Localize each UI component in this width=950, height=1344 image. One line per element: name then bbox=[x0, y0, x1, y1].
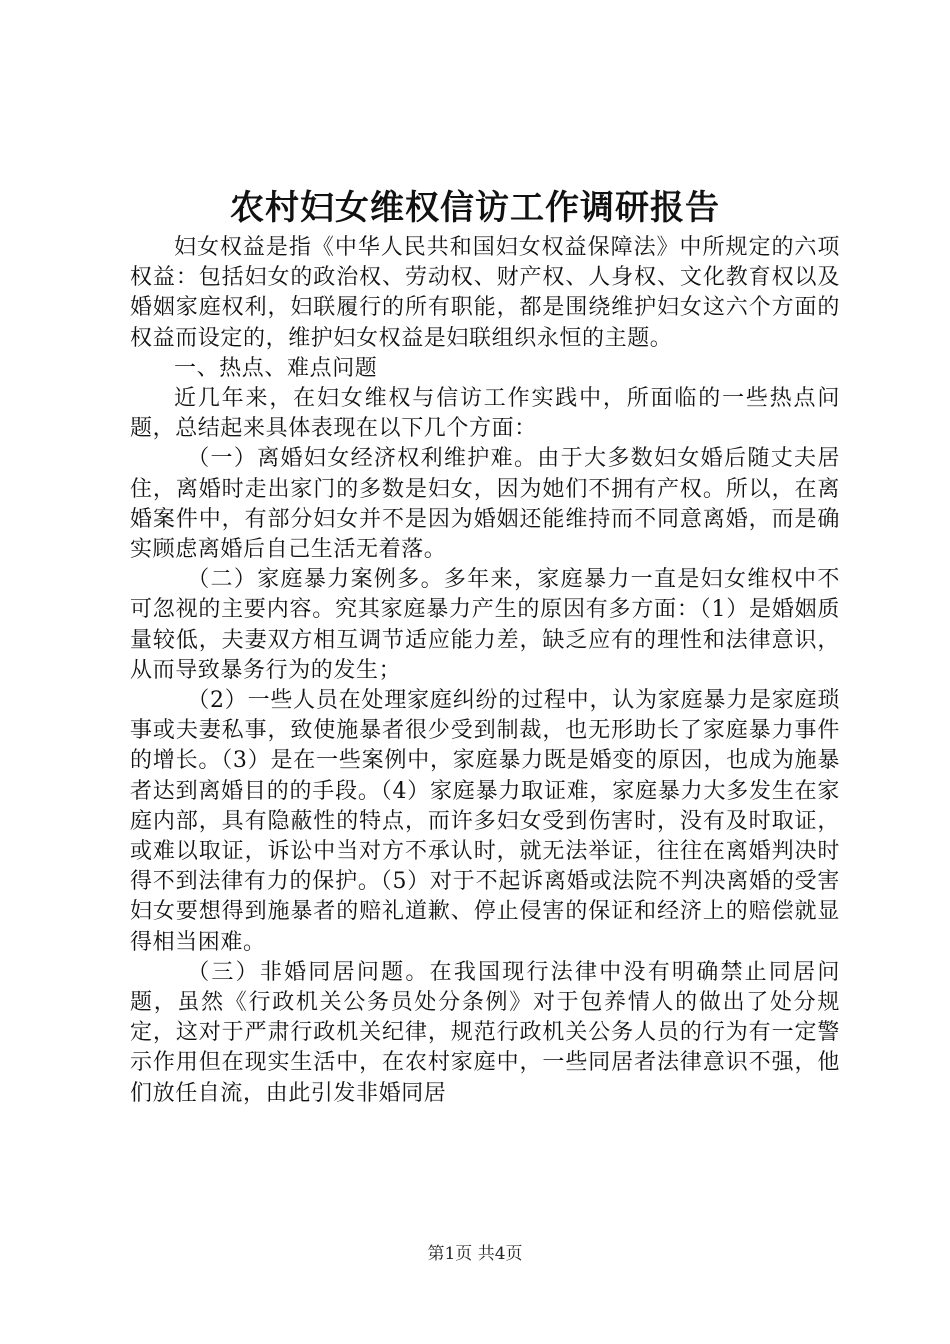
section-heading: 一、热点、难点问题 bbox=[174, 355, 378, 381]
page-footer: 第1页 共4页 bbox=[427, 1244, 523, 1264]
document-body bbox=[130, 233, 840, 1109]
document-title: 农村妇女维权信访工作调研报告 bbox=[230, 188, 720, 228]
paragraph-overview: 近几年来，在妇女维权与信访工作实践中，所面临的一些热点问题，总结起来具体表现在以下几个方面： bbox=[130, 386, 840, 442]
paragraph-item-2: （二）家庭暴力案例多。多年来，家庭暴力一直是妇女维权中不可忽视的主要内容。究其家庭暴力产生的原因有多方面：（1）是婚姻质量较低，夫妻双方相互调节适应能力差，缺乏应有的理性和法律意识，从而导致暴务行为的发生； bbox=[130, 567, 840, 683]
paragraph-item-3: （三）非婚同居问题。在我国现行法律中没有明确禁止同居问题，虽然《行政机关公务员处分条例》对于包养情人的做出了处分规定，这对于严肃行政机关纪律，规范行政机关公务人员的行为有一定警示作用但在现实生活中，在农村家庭中，一些同居者法律意识不强，他们放任自流，由此引发非婚同居 bbox=[130, 959, 840, 1106]
paragraph-intro: 妇女权益是指《中华人民共和国妇女权益保障法》中所规定的六项权益：包括妇女的政治权、劳动权、财产权、人身权、文化教育权以及婚姻家庭权利，妇联履行的所有职能，都是围绕维护妇女这六个方面的权益而设定的，维护妇女权益是妇联组织永恒的主题。 bbox=[130, 235, 840, 351]
paragraph-item-1: （一）离婚妇女经济权利维护难。由于大多数妇女婚后随丈夫居住，离婚时走出家门的多数是妇女，因为她们不拥有产权。所以，在离婚案件中，有部分妇女并不是因为婚姻还能维持而不同意离婚，而是确实顾虑离婚后自己生活无着落。 bbox=[130, 446, 840, 563]
paragraph-item-2-continued: （2）一些人员在处理家庭纠纷的过程中，认为家庭暴力是家庭琐事或夫妻私事，致使施暴者很少受到制裁，也无形助长了家庭暴力事件的增长。（3）是在一些案例中，家庭暴力既是婚变的原因，也成为施暴者达到离婚目的的手段。（4）家庭暴力取证难，家庭暴力大多发生在家庭内部，具有隐蔽性的特点，而许多妇女受到伤害时，没有及时取证，或难以取证，诉讼中当对方不承认时，就无法举证，往往在离婚判决时得不到法律有力的保护。（5）对于不起诉离婚或法院不判决离婚的受害妇女要想得到施暴者的赔礼道歉、停止侵害的保证和经济上的赔偿就显得相当困难。 bbox=[130, 688, 840, 955]
